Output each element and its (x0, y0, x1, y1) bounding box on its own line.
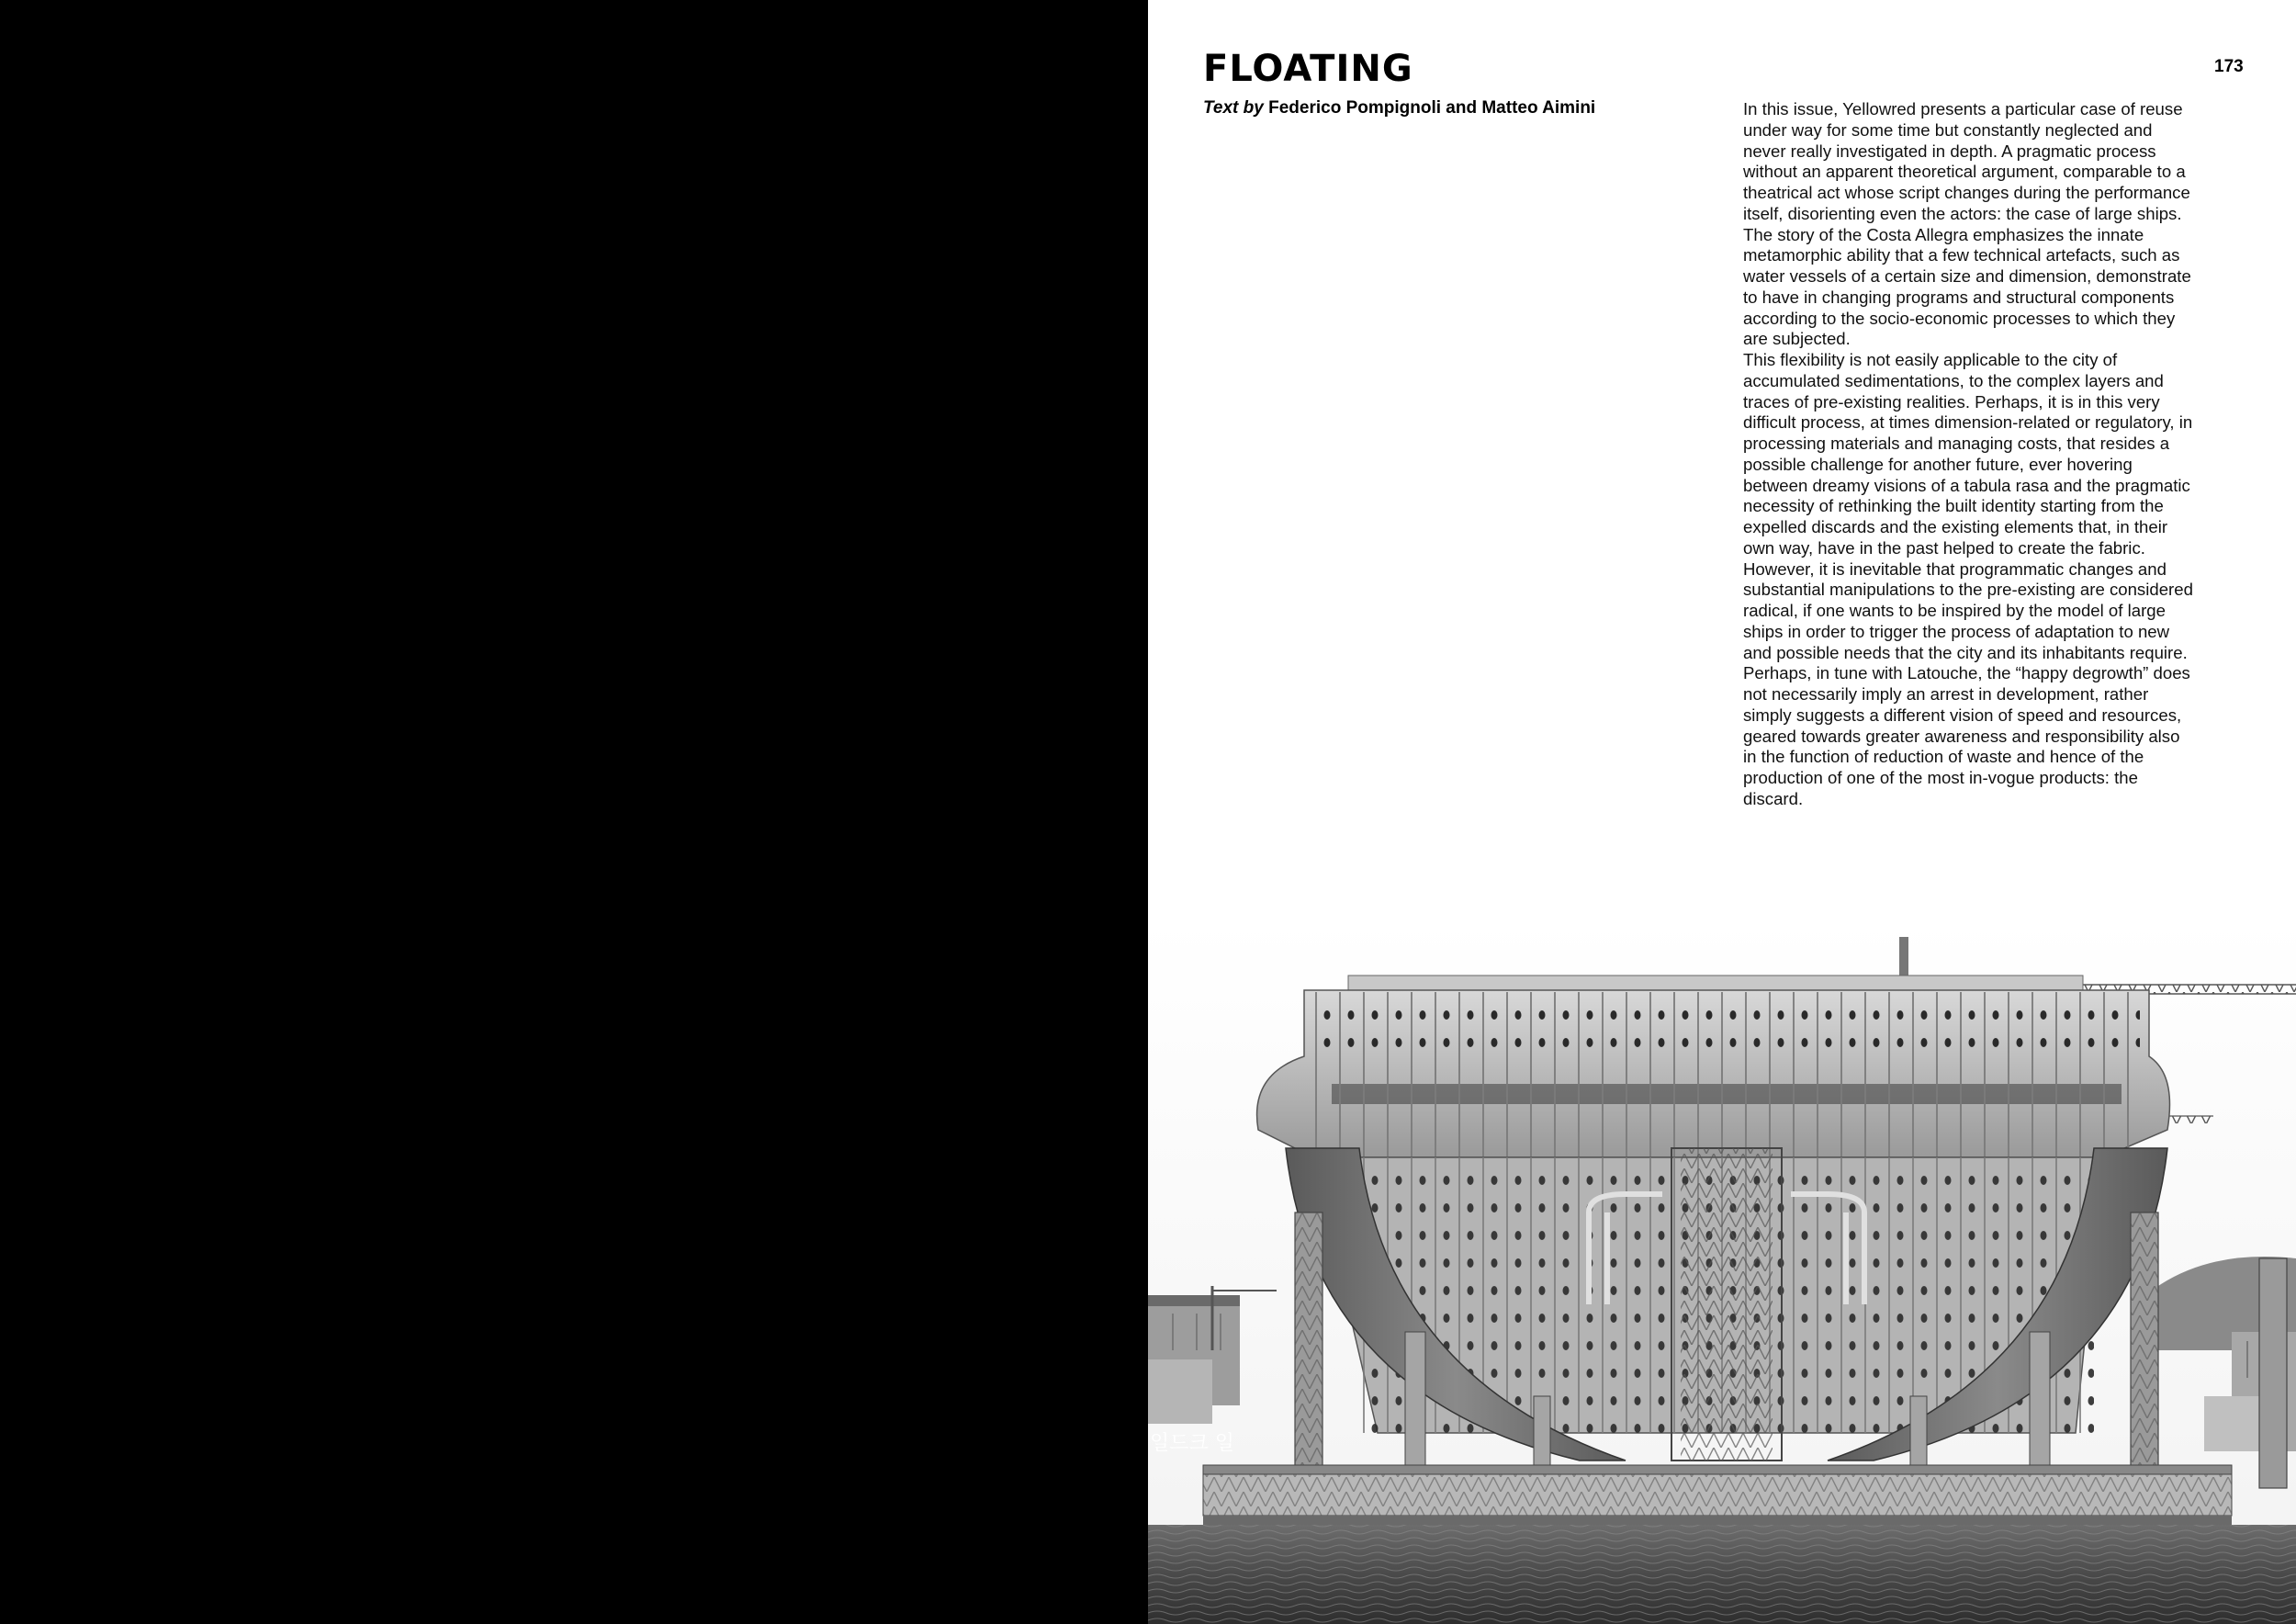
page-number: 173 (2214, 57, 2244, 76)
byline-prefix: Text by (1203, 98, 1264, 118)
paragraph: The story of the Costa Allegra emphasizes the innate metamorphic ability that a few technical artefacts, such as water vessels of a certain size and dimension, demonstrate to have in changing programs and structural components according to the socio-economic processes to which they are subjected. (1743, 224, 2191, 349)
floating-dock (1203, 1465, 2232, 1525)
paragraph: This flexibility is not easily applicable to the city of accumulated sedimentations, to the complex layers and traces of pre-existing realities. Perhaps, it is in this very difficult process, at times dimension-related or regulatory, in processing materials and managing costs, that resides a possible challenge for another future, ever hovering between dreamy visions of a tabula rasa and the pragmatic necessity of rethinking the built identity starting from the expelled discards and the existing elements that, in their own way, have in the past helped to create the fabric. (1743, 350, 2193, 558)
signage-text: 일드크 일 (1150, 1432, 1235, 1455)
paragraph: However, it is inevitable that programmatic changes and substantial manipulations to the pre-existing are considered radical, if one wants to be inspired by the model of large ships in order to trigger the process of adaptation to new and possible needs that the city and its inhabitants require. (1743, 558, 2193, 662)
paragraph: In this issue, Yellowred presents a particular case of reuse under way for some time but constantly neglected and never really investigated in depth. A pragmatic process without an apparent theoretical argument, comparable to a theatrical act whose script changes during the performance itself, disorienting even the actors: the case of large ships. (1743, 99, 2190, 223)
byline (1203, 98, 1595, 118)
ship-hull-photo (1148, 919, 2296, 1624)
byline-authors: Federico Pompignoli and Matteo Aimini (1268, 98, 1596, 118)
article-body (1743, 99, 2193, 810)
paragraph: Perhaps, in tune with Latouche, the “happy degrowth” does not necessarily imply an arrest in development, rather simply suggests a different vision of speed and resources, geared towards greater awareness and responsibility also in the function of reduction of waste and hence of the production of one of the most in-vogue products: the discard. (1743, 663, 2190, 808)
water-ripples (1148, 1525, 2296, 1624)
right-page (1148, 0, 2296, 1624)
article-title: FLOATING (1203, 48, 1413, 90)
